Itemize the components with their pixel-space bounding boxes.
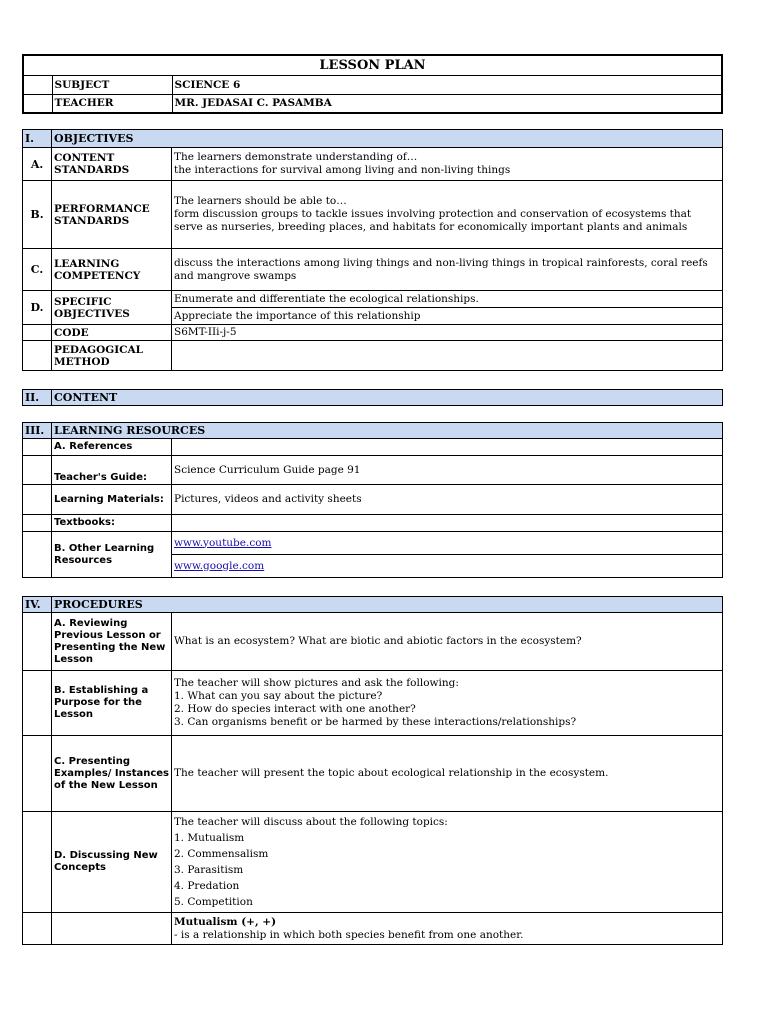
learning-materials-value: Pictures, videos and activity sheets bbox=[172, 485, 723, 515]
procedures-num: IV. bbox=[23, 597, 52, 613]
subject-label: SUBJECT bbox=[52, 75, 172, 94]
content-standards-value: The learners demonstrate understanding of… the interactions for survival among living and non-living things bbox=[172, 148, 723, 181]
specific-objective-2: Appreciate the importance of this relationship bbox=[172, 308, 723, 325]
header-table bbox=[22, 54, 723, 114]
resources-table bbox=[22, 422, 723, 578]
code-value: S6MT-IIi-j-5 bbox=[172, 325, 723, 341]
objectives-num: I. bbox=[23, 130, 52, 148]
teacher-label: TEACHER bbox=[52, 94, 172, 113]
procedures-title: PROCEDURES bbox=[52, 597, 723, 613]
specific-objectives-label: SPECIFIC OBJECTIVES bbox=[52, 291, 172, 325]
pedagogical-value bbox=[172, 341, 723, 371]
learning-materials-label: Learning Materials: bbox=[52, 485, 172, 515]
references-label: A. References bbox=[52, 439, 172, 456]
teachers-guide-label: Teacher's Guide: bbox=[52, 456, 172, 485]
competency-value: discuss the interactions among living things and non-living things in tropical rainforests, coral reefs and mangrove swamps bbox=[172, 249, 723, 291]
textbooks-label: Textbooks: bbox=[52, 515, 172, 532]
mutualism-definition: Mutualism (+, +) - is a relationship in which both species benefit from one another. bbox=[172, 913, 723, 945]
google-link[interactable]: www.google.com bbox=[174, 559, 265, 572]
youtube-link[interactable]: www.youtube.com bbox=[174, 536, 272, 549]
procedure-a-label: A. Reviewing Previous Lesson or Presenting the New Lesson bbox=[52, 613, 172, 671]
procedure-b-label: B. Establishing a Purpose for the Lesson bbox=[52, 671, 172, 736]
content-title: CONTENT bbox=[52, 390, 723, 406]
performance-standards-num: B. bbox=[23, 181, 52, 249]
specific-objective-1: Enumerate and differentiate the ecological relationships. bbox=[172, 291, 723, 308]
content-standards-label: CONTENT STANDARDS bbox=[52, 148, 172, 181]
objectives-title: OBJECTIVES bbox=[52, 130, 723, 148]
procedure-d-value: The teacher will discuss about the following topics: 1. Mutualism 2. Commensalism 3. Parasitism 4. Predation 5. Competition bbox=[172, 812, 723, 913]
content-table bbox=[22, 389, 723, 406]
performance-standards-value: The learners should be able to… form discussion groups to tackle issues involving protection and conservation of ecosystems that serve as nurseries, breeding places, and habitats for economically important plants and animals bbox=[172, 181, 723, 249]
procedure-c-value: The teacher will present the topic about ecological relationship in the ecosystem. bbox=[172, 736, 723, 812]
teacher-value: MR. JEDASAI C. PASAMBA bbox=[172, 94, 722, 113]
subject-value: SCIENCE 6 bbox=[172, 75, 722, 94]
procedure-d-label: D. Discussing New Concepts bbox=[52, 812, 172, 913]
content-num: II. bbox=[23, 390, 52, 406]
specific-objectives-num: D. bbox=[23, 291, 52, 325]
procedure-b-value: The teacher will show pictures and ask the following: 1. What can you say about the picture? 2. How do species interact with one another? 3. Can organisms benefit or be harmed by these interactions/relationships? bbox=[172, 671, 723, 736]
code-label: CODE bbox=[52, 325, 172, 341]
procedure-a-value: What is an ecosystem? What are biotic and abiotic factors in the ecosystem? bbox=[172, 613, 723, 671]
competency-label: LEARNING COMPETENCY bbox=[52, 249, 172, 291]
content-standards-num: A. bbox=[23, 148, 52, 181]
page-title: LESSON PLAN bbox=[23, 55, 722, 75]
pedagogical-label: PEDAGOGICAL METHOD bbox=[52, 341, 172, 371]
resources-title: LEARNING RESOURCES bbox=[52, 423, 723, 439]
performance-standards-label: PERFORMANCE STANDARDS bbox=[52, 181, 172, 249]
teachers-guide-value: Science Curriculum Guide page 91 bbox=[172, 456, 723, 485]
other-resources-label: B. Other Learning Resources bbox=[52, 532, 172, 578]
resources-num: III. bbox=[23, 423, 52, 439]
objectives-table bbox=[22, 129, 723, 371]
procedures-table bbox=[22, 596, 723, 945]
procedure-c-label: C. Presenting Examples/ Instances of the New Lesson bbox=[52, 736, 172, 812]
competency-num: C. bbox=[23, 249, 52, 291]
